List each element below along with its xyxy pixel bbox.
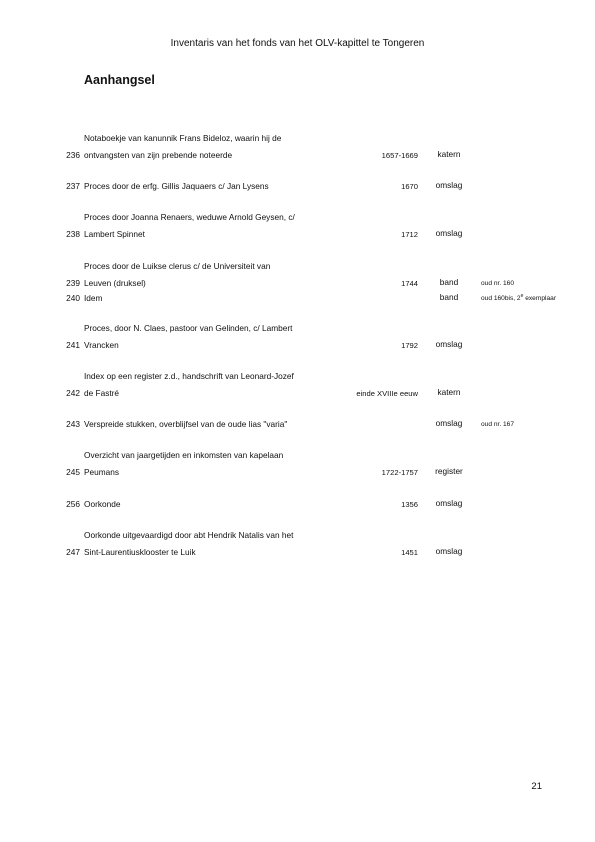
entry-description-line: Oorkonde uitgevaardigd door abt Hendrik Natalis van het (84, 530, 294, 540)
entry-form: omslag (435, 418, 463, 428)
entry-number: 245 (66, 467, 80, 477)
entry-form: katern (437, 387, 461, 397)
entry-date: 1356 (401, 500, 418, 509)
page-header: Inventaris van het fonds van het OLV-kapittel te Tongeren (170, 38, 425, 49)
entry-description-line: Vrancken (84, 340, 119, 350)
entry-form: katern (437, 149, 461, 159)
entry-date: 1712 (401, 230, 418, 239)
entry-number: 237 (66, 181, 80, 191)
entry-date: 1657-1669 (381, 151, 418, 160)
entry-number: 236 (66, 150, 80, 160)
entry-number: 240 (66, 293, 80, 303)
entry-form: omslag (435, 180, 463, 190)
entry-number: 256 (66, 499, 80, 509)
entry-description-line: Verspreide stukken, overblijfsel van de oude lias "varia" (84, 419, 288, 429)
entry-description-line: Proces door Joanna Renaers, weduwe Arnold Geysen, c/ (84, 212, 295, 222)
entry-number: 241 (66, 340, 80, 350)
entry-form: omslag (435, 339, 463, 349)
entry-number: 238 (66, 229, 80, 239)
entry-date: 1451 (401, 548, 418, 557)
entry-note: oud nr. 167 (481, 421, 514, 428)
entry-description-line: Lambert Spinnet (84, 229, 145, 239)
entry-form: band (439, 277, 459, 287)
entry-description-line: Idem (84, 293, 103, 303)
entry-description-line: Peumans (84, 467, 120, 477)
entry-description-line: Proces door de Luikse clerus c/ de Universiteit van (84, 261, 271, 271)
entry-form: band (439, 292, 459, 302)
entry-number: 247 (66, 547, 80, 557)
entry-number: 243 (66, 419, 80, 429)
entry-description-line: Notaboekje van kanunnik Frans Bideloz, waarin hij de (84, 133, 282, 143)
entry-date: 1792 (401, 341, 418, 350)
entry-description-line: Sint-Laurentiusklooster te Luik (84, 547, 196, 557)
entry-description-line: ontvangsten van zijn prebende noteerde (84, 150, 233, 160)
section-title: Aanhangsel (84, 73, 155, 87)
entry-description-line: Overzicht van jaargetijden en inkomsten van kapelaan (84, 450, 284, 460)
entry-date: 1744 (401, 279, 418, 288)
entry-date: einde XVIIIe eeuw (356, 389, 418, 398)
entry-form: register (435, 466, 463, 476)
entry-date: 1670 (401, 182, 418, 191)
entry-description-line: Proces door de erfg. Gillis Jaquaers c/ Jan Lysens (84, 181, 269, 191)
entry-description-line: Index op een register z.d., handschrift van Leonard-Jozef (84, 371, 294, 381)
page-number: 21 (531, 781, 542, 792)
entry-description-line: de Fastré (84, 388, 120, 398)
entry-note: oud 160bis, 2e exemplaar (481, 292, 557, 302)
entry-form: omslag (435, 498, 463, 508)
entry-note: oud nr. 160 (481, 280, 514, 287)
entry-description-line: Oorkonde (84, 499, 121, 509)
entry-description-line: Proces, door N. Claes, pastoor van Gelinden, c/ Lambert (84, 323, 293, 333)
entry-date: 1722-1757 (381, 468, 418, 477)
entry-description-line: Leuven (druksel) (84, 278, 146, 288)
entry-form: omslag (435, 228, 463, 238)
entry-number: 242 (66, 388, 80, 398)
entry-form: omslag (435, 546, 463, 556)
entry-number: 239 (66, 278, 80, 288)
